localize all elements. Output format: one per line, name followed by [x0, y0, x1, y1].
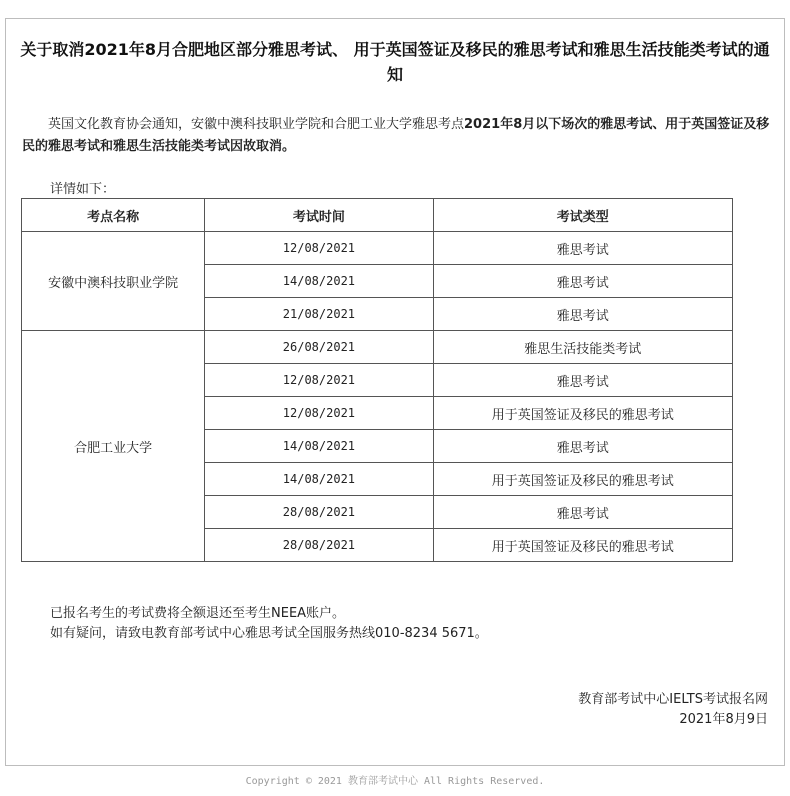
detail-label: 详情如下：: [50, 182, 116, 197]
table-row: [22, 232, 733, 265]
date-cell: 28/08/2021: [205, 496, 433, 529]
date-cell: 21/08/2021: [205, 298, 433, 331]
type-cell: 雅思考试: [433, 496, 732, 529]
date-cell: 12/08/2021: [205, 397, 433, 430]
date-cell: 26/08/2021: [205, 331, 433, 364]
cancellation-table: [21, 198, 733, 562]
header-date: 考试时间: [205, 199, 433, 232]
notice-title: 关于取消2021年8月合肥地区部分雅思考试、 用于英国签证及移民的雅思考试和雅思生活技能类考试的通知: [20, 40, 770, 84]
intro-paragraph: [22, 114, 774, 158]
hotline-note: 如有疑问，请致电教育部考试中心雅思考试全国服务热线010-8234 5671。: [50, 626, 488, 641]
copyright-footer: Copyright © 2021 教育部考试中心 All Rights Reserved.: [245, 776, 545, 787]
signature-block: [578, 690, 768, 730]
date-cell: 28/08/2021: [205, 529, 433, 562]
type-cell: 用于英国签证及移民的雅思考试: [433, 463, 732, 496]
table-row: [22, 331, 733, 364]
signature-org: 教育部考试中心IELTS考试报名网: [578, 692, 768, 707]
type-cell: 雅思考试: [433, 265, 732, 298]
refund-note: 已报名考生的考试费将全额退还至考生NEEA账户。: [50, 606, 346, 621]
type-cell: 雅思考试: [433, 232, 732, 265]
table-header-row: [22, 199, 733, 232]
signature-date: 2021年8月9日: [679, 712, 768, 727]
date-cell: 14/08/2021: [205, 463, 433, 496]
venue-cell: 合肥工业大学: [22, 331, 205, 562]
date-cell: 12/08/2021: [205, 364, 433, 397]
venue-cell: 安徽中澳科技职业学院: [22, 232, 205, 331]
type-cell: 用于英国签证及移民的雅思考试: [433, 397, 732, 430]
header-type: 考试类型: [433, 199, 732, 232]
intro-text: 英国文化教育协会通知，安徽中澳科技职业学院和合肥工业大学雅思考点: [48, 117, 465, 132]
date-cell: 14/08/2021: [205, 430, 433, 463]
type-cell: 用于英国签证及移民的雅思考试: [433, 529, 732, 562]
intro-highlight: 2021年8月以下场次的雅思考试、用于英国签证及移民的雅思考试和雅思生活技能类考试因故取消。: [22, 117, 770, 154]
date-cell: 14/08/2021: [205, 265, 433, 298]
notes-block: [50, 604, 488, 644]
type-cell: 雅思考试: [433, 430, 732, 463]
type-cell: 雅思考试: [433, 298, 732, 331]
type-cell: 雅思生活技能类考试: [433, 331, 732, 364]
header-venue: 考点名称: [22, 199, 205, 232]
date-cell: 12/08/2021: [205, 232, 433, 265]
type-cell: 雅思考试: [433, 364, 732, 397]
